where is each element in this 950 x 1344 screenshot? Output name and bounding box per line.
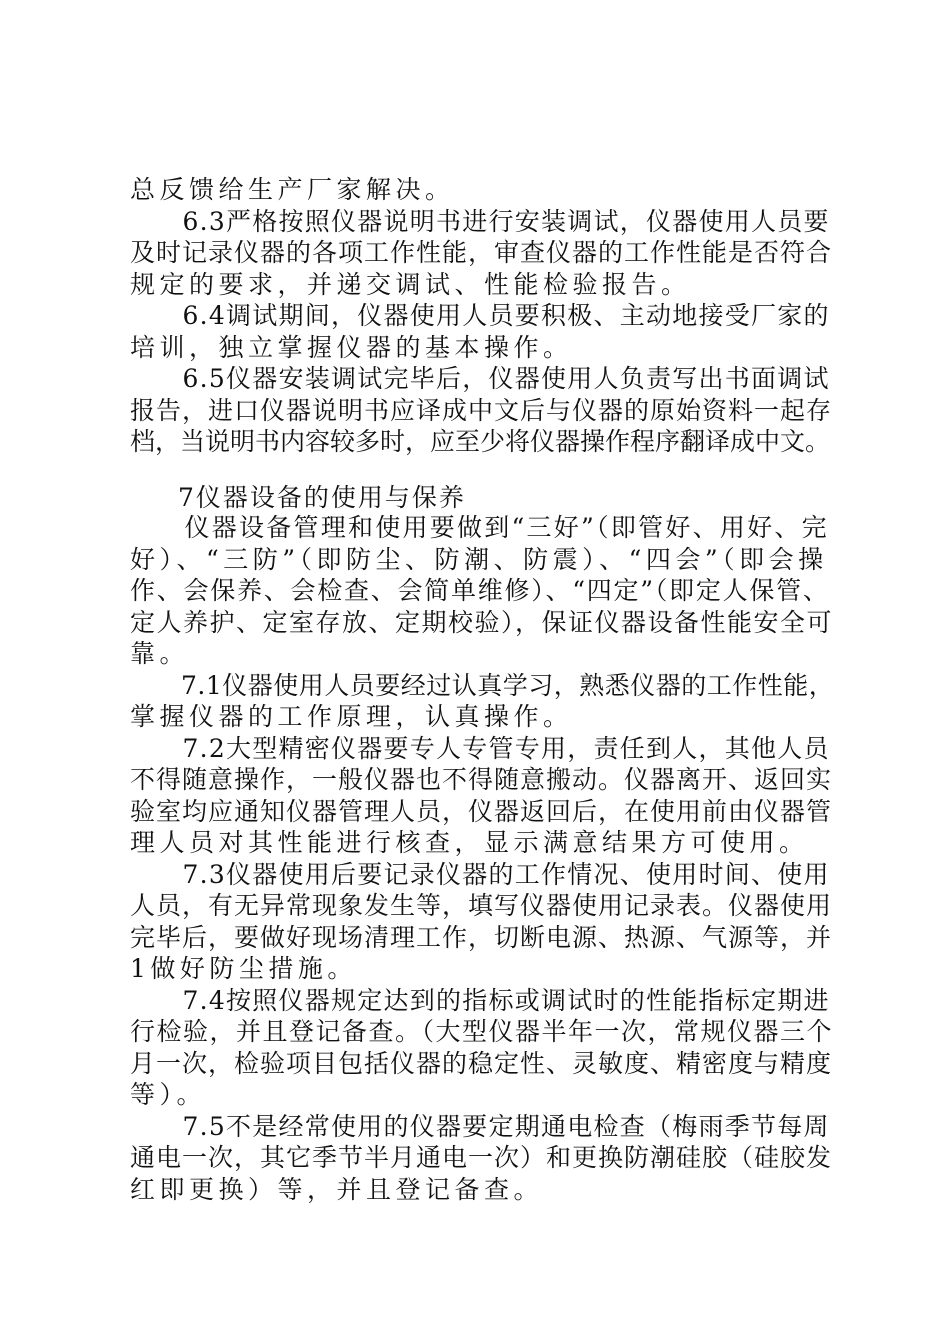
text-line: 完毕后，要做好现场清理工作，切断电源、热源、气源等，并 bbox=[130, 922, 833, 952]
text-line: 总反馈给生产厂家解决。 bbox=[130, 175, 455, 204]
text-line: 理人员对其性能进行核查，显示满意结果方可使用。 bbox=[130, 828, 809, 857]
text-line: 7.1仪器使用人员要经过认真学习，熟悉仪器的工作性能， bbox=[130, 670, 835, 700]
text-line: 红即更换）等，并且登记备查。 bbox=[130, 1174, 544, 1204]
text-line: 7.3仪器使用后要记录仪器的工作情况、使用时间、使用 bbox=[130, 859, 830, 889]
text-line: 规定的要求，并递交调试、性能检验报告。 bbox=[130, 269, 691, 299]
text-line: 及时记录仪器的各项工作性能，审查仪器的工作性能是否符合 bbox=[130, 238, 833, 267]
text-line: 仪器设备管理和使用要做到“三好”（即管好、用好、完 bbox=[130, 513, 829, 542]
text-line: 掌握仪器的工作原理，认真操作。 bbox=[130, 702, 573, 731]
text-line: 行检验，并且登记备查。（大型仪器半年一次，常规仪器三个 bbox=[130, 1017, 834, 1046]
text-line: 6.4调试期间，仪器使用人员要积极、主动地接受厂家的 bbox=[130, 301, 830, 330]
text-block-section-7 bbox=[130, 512, 835, 1205]
text-line: 好）、“三防”（即防尘、防潮、防震）、“四会”（即会操 bbox=[130, 544, 828, 574]
text-line: 7.5不是经常使用的仪器要定期通电检查（梅雨季节每周 bbox=[130, 1111, 830, 1141]
text-line: 人员，有无异常现象发生等，填写仪器使用记录表。仪器使用 bbox=[130, 891, 833, 920]
text-line: 靠。 bbox=[130, 639, 190, 668]
text-line: 定人养护、定室存放、定期校验），保证仪器设备性能安全可 bbox=[130, 607, 834, 637]
text-line: 月一次，检验项目包括仪器的稳定性、灵敏度、精密度与精度 bbox=[130, 1048, 833, 1078]
text-line: 作、会保养、会检查、会简单维修）、“四定”（即定人保管、 bbox=[130, 576, 830, 605]
text-line: 等）。 bbox=[130, 1080, 207, 1109]
text-line: 7.4按照仪器规定达到的指标或调试时的性能指标定期进 bbox=[130, 985, 830, 1015]
text-line: 培训，独立掌握仪器的基本操作。 bbox=[130, 332, 573, 362]
text-line: 6.5仪器安装调试完毕后，仪器使用人负责写出书面调试 bbox=[130, 364, 830, 393]
text-line: 通电一次，其它季节半月通电一次）和更换防潮硅胶（硅胶发 bbox=[130, 1143, 833, 1172]
text-line: 不得随意操作，一般仪器也不得随意搬动。仪器离开、返回实 bbox=[130, 765, 833, 794]
text-line: 报告，进口仪器说明书应译成中文后与仪器的原始资料一起存 bbox=[130, 395, 833, 425]
text-line: 7.2大型精密仪器要专人专管专用，责任到人，其他人员 bbox=[130, 733, 830, 763]
text-block-section-6 bbox=[130, 174, 835, 458]
text-line: 1做好防尘措施。 bbox=[130, 954, 357, 983]
text-line: 6.3严格按照仪器说明书进行安装调试，仪器使用人员要 bbox=[130, 206, 830, 236]
text-line: 档，当说明书内容较多时，应至少将仪器操作程序翻译成中文。 bbox=[130, 427, 831, 456]
text-line: 验室均应通知仪器管理人员，仪器返回后，在使用前由仪器管 bbox=[130, 796, 833, 826]
section-heading: 7仪器设备的使用与保养 bbox=[178, 483, 466, 512]
